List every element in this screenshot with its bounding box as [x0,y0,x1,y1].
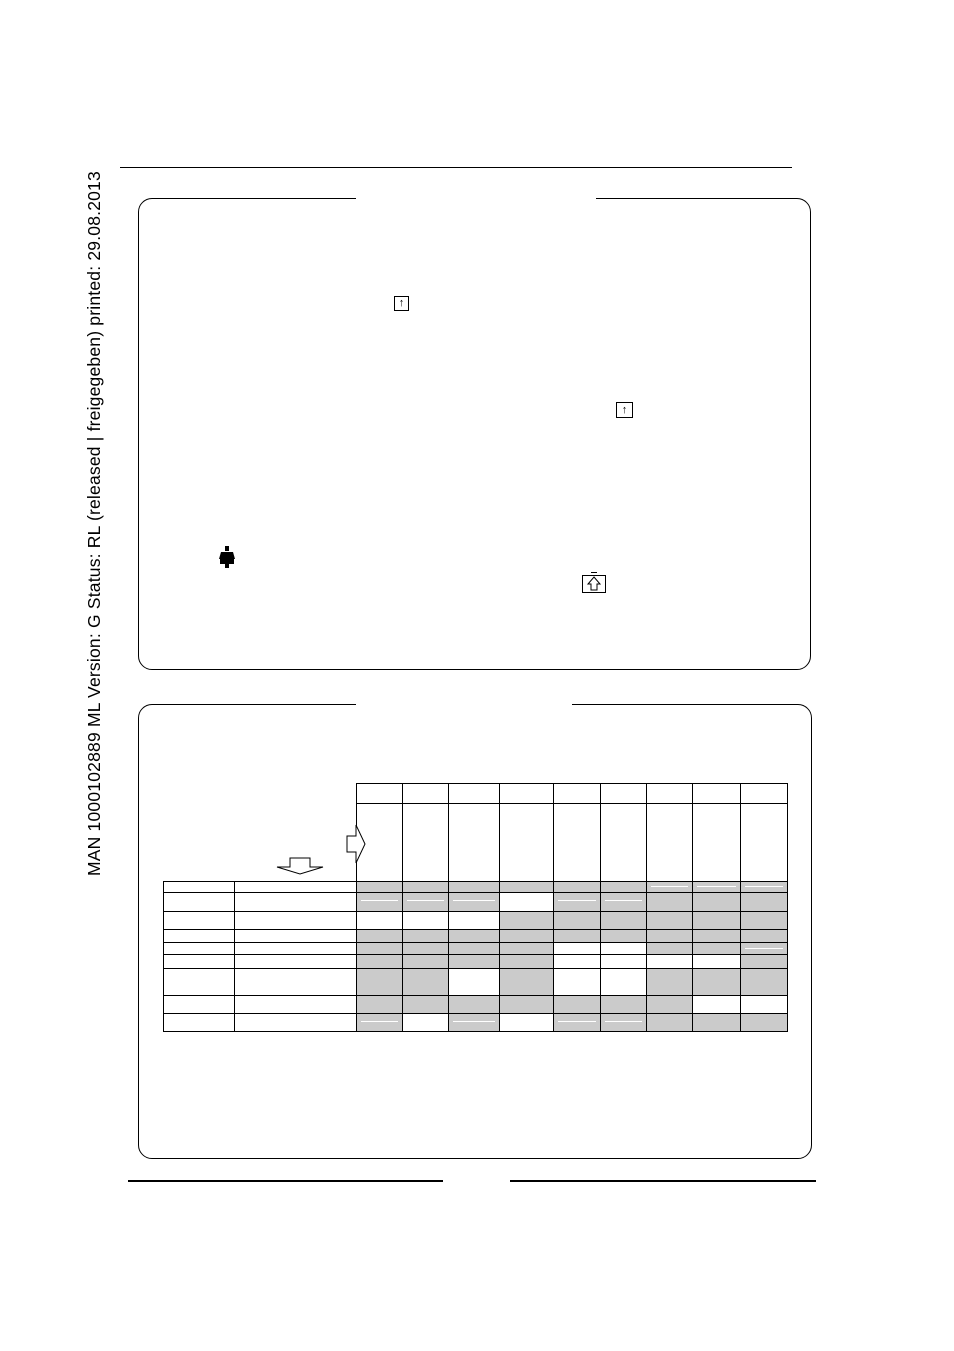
compatibility-matrix [163,881,788,1032]
valve-symbol-icon [218,546,236,568]
table-row [164,995,788,1013]
down-arrow-icon [276,857,324,875]
document-status-line: MAN 1000102889 ML Version: G Status: RL (released | freigegeben) printed: 29.08.2013 [84,171,104,876]
table-row [164,893,788,912]
header-rule [120,167,792,168]
instruction-panel [138,198,811,670]
table-row [164,930,788,943]
shift-arrow-key-icon [582,571,606,593]
up-arrow-key-icon: ↑ [616,402,633,418]
table-row [164,968,788,995]
right-arrow-icon [346,824,366,864]
footer-rule-right [510,1180,816,1182]
table-row [164,1013,788,1031]
table-row [164,943,788,955]
panel-title-gap [356,196,596,200]
footer-rule-left [128,1180,443,1182]
up-arrow-key-icon: ↑ [394,296,409,311]
table-row [164,955,788,968]
panel-title-gap [356,702,572,706]
table-row [164,882,788,893]
table-row [164,912,788,930]
matrix-column-header [356,783,788,882]
